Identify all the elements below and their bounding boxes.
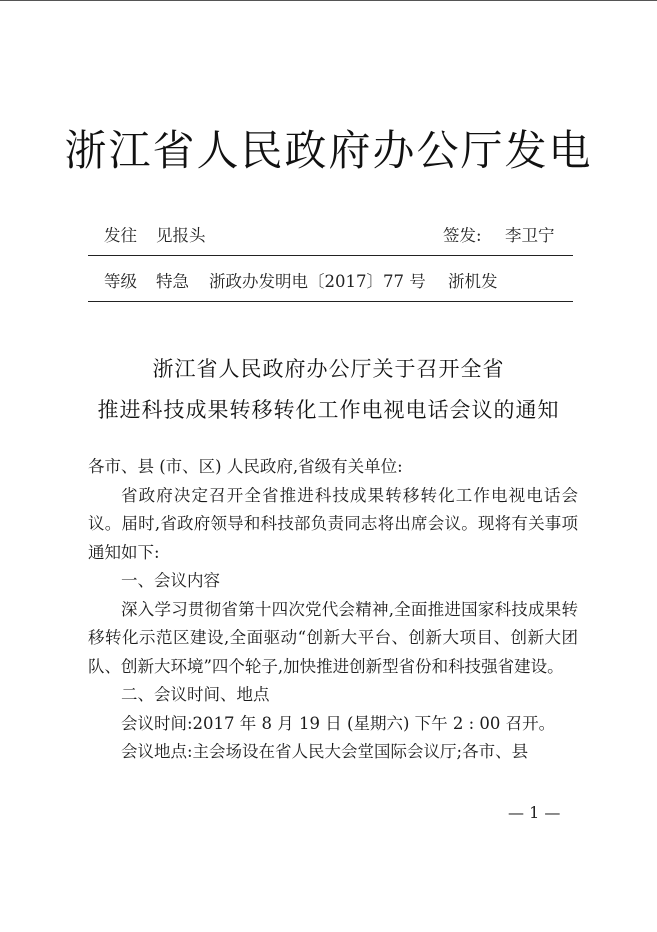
urgency-level-label: 等级: [104, 272, 137, 291]
page-number: — 1 —: [508, 803, 561, 822]
divider-line: [88, 255, 573, 256]
section-paragraph: 深入学习贯彻省第十四次党代会精神,全面推进国家科技成果转移转化示范区建设,全面驱动“创新大平台、创新大项目、创新大团队、创新大环境”四个轮子,加快推进创新型省份和科技强省建设。: [88, 599, 578, 676]
dispatch-office: 浙机发: [448, 272, 498, 291]
document-title-line-1: 浙江省人民政府办公厅关于召开全省: [152, 357, 505, 381]
signer-value: 李卫宁: [505, 226, 555, 245]
meeting-place: 会议地点:主会场设在省人民大会堂国际会议厅;各市、县: [121, 742, 529, 761]
section-heading: 二、会议时间、地点: [121, 685, 270, 704]
salutation: 各市、县 (市、区) 人民政府,省级有关单位:: [88, 457, 403, 476]
intro-paragraph: 省政府决定召开全省推进科技成果转移转化工作电视电话会议。届时,省政府领导和科技部负责同志将出席会议。现将有关事项通知如下:: [88, 485, 578, 562]
issuer-header: 浙江省人民政府办公厅发电: [64, 126, 593, 175]
urgency-level-value: 特急: [156, 272, 189, 291]
send-to-label: 发往: [104, 226, 137, 245]
document-number: 浙政办发明电〔2017〕77 号: [209, 272, 426, 291]
divider-line: [88, 301, 573, 302]
top-border-line: [0, 0, 657, 1]
send-to-value: 见报头: [156, 226, 206, 245]
section-heading: 一、会议内容: [121, 571, 220, 590]
meeting-time: 会议时间:2017 年 8 月 19 日 (星期六) 下午 2 : 00 召开。: [121, 713, 556, 733]
document-title-line-2: 推进科技成果转移转化工作电视电话会议的通知: [97, 398, 560, 422]
document-body: [88, 453, 578, 767]
signer-label: 签发:: [443, 226, 482, 245]
